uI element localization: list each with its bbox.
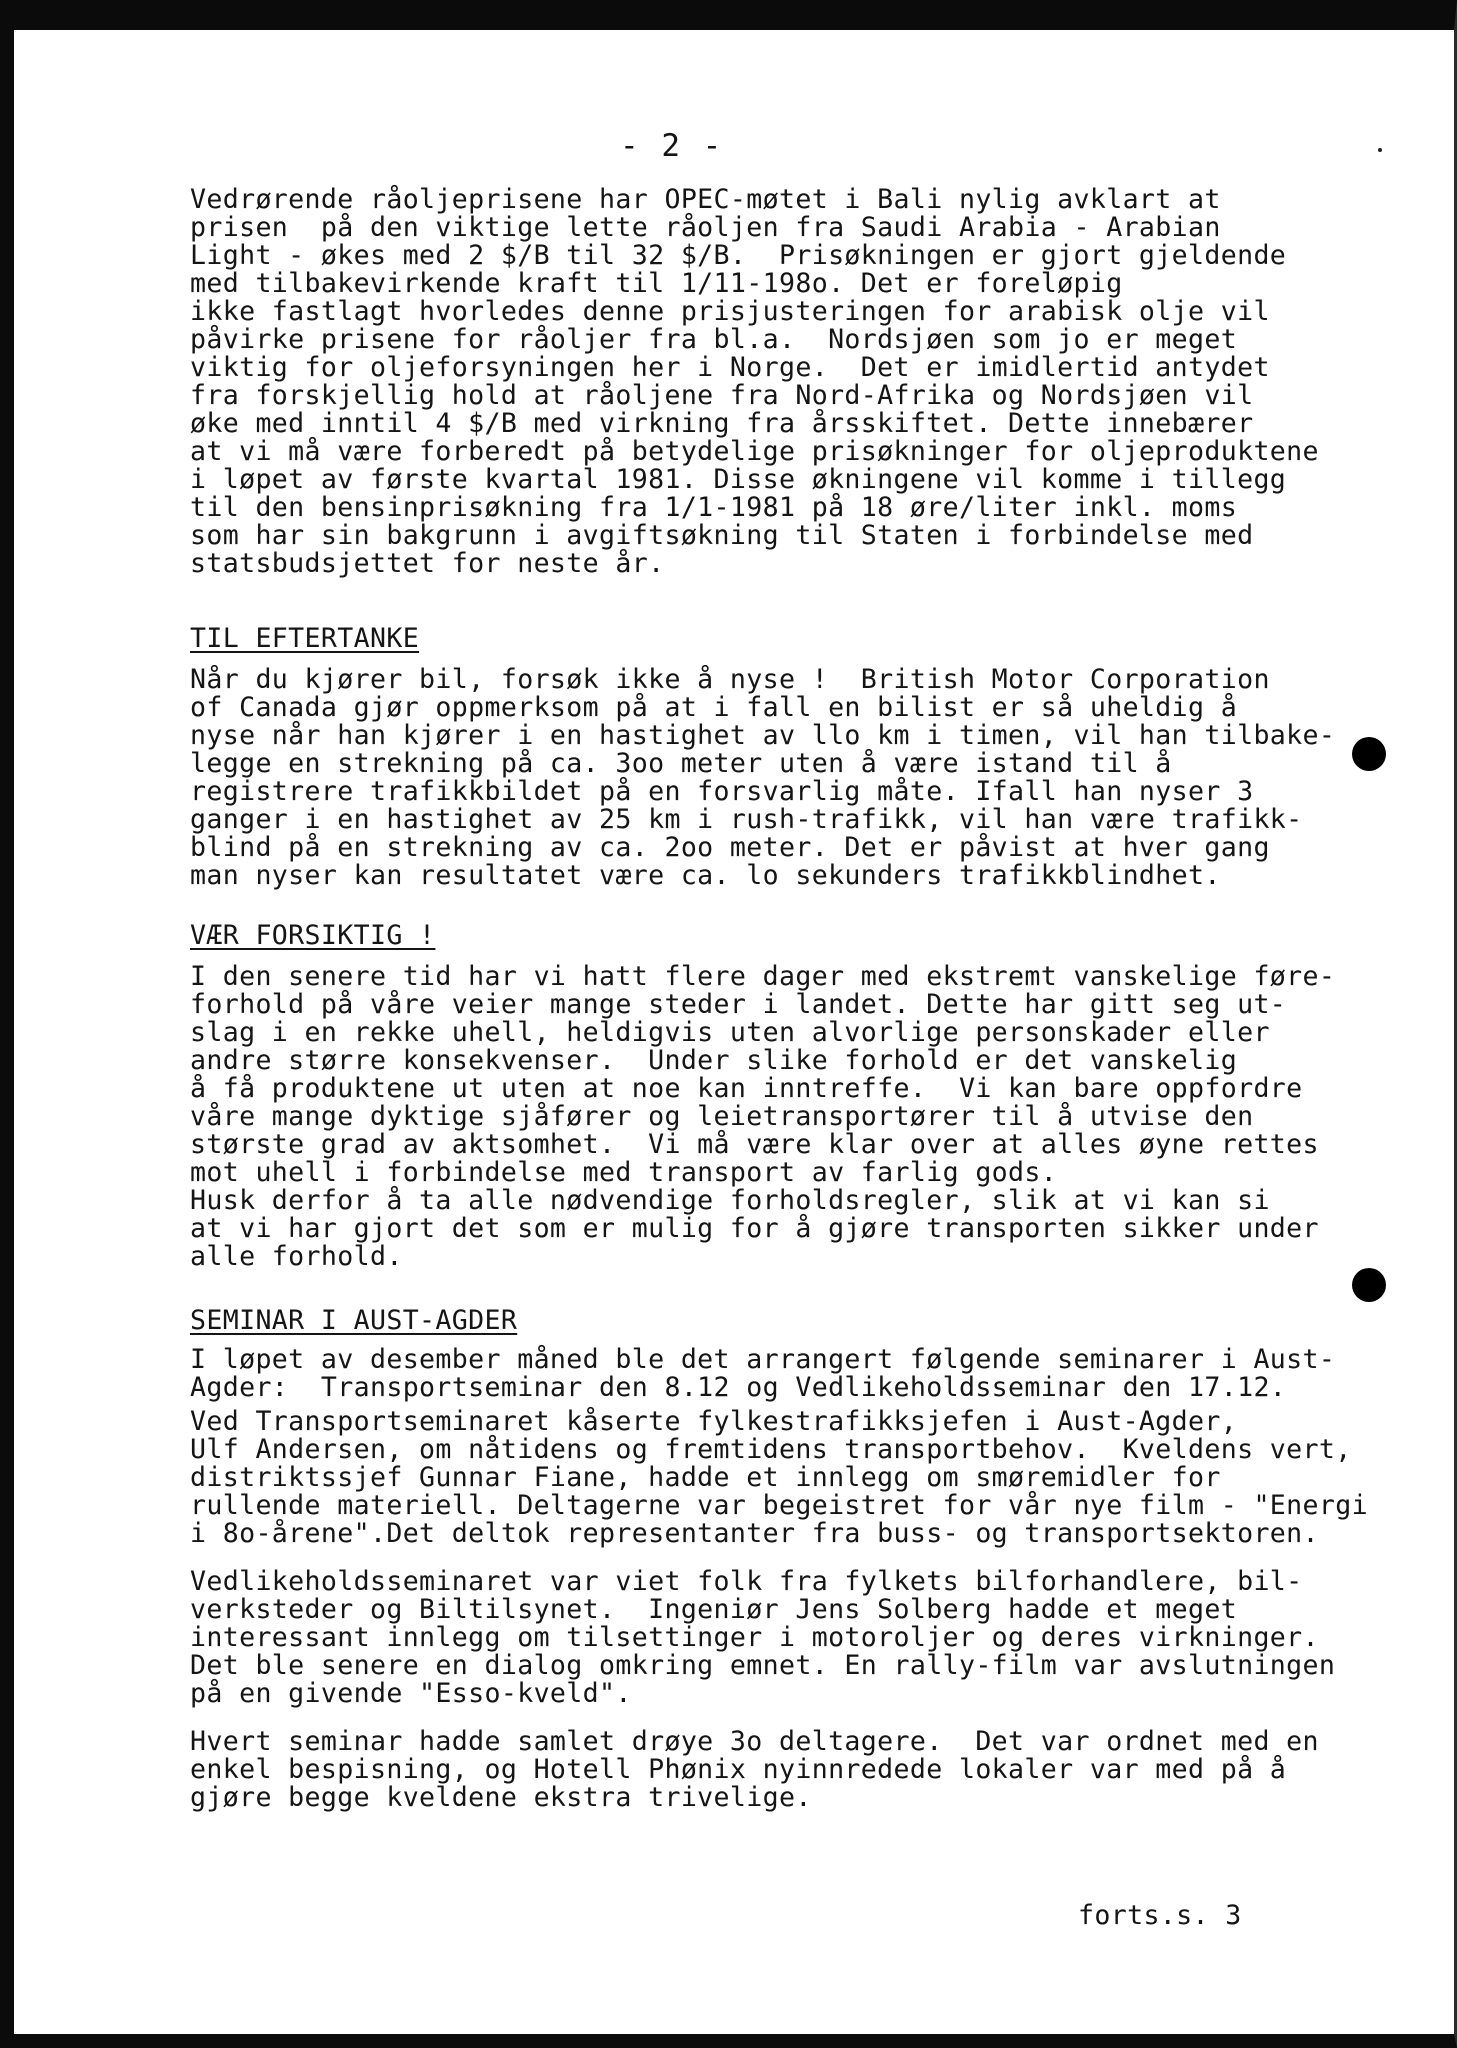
text-line: rullende materiell. Deltagerne var begeistret for vår nye film - "Energi (190, 1490, 1368, 1521)
text-line: Agder: Transportseminar den 8.12 og Vedlikeholdsseminar den 17.12. (190, 1372, 1287, 1403)
text-line: ikke fastlagt hvorledes denne prisjusteringen for arabisk olje vil (190, 296, 1270, 327)
text-line: statsbudsjettet for neste år. (190, 548, 665, 579)
text-line: man nyser kan resultatet være ca. lo sekunders trafikkblindhet. (190, 860, 1221, 891)
forsiktig-paragraph (190, 963, 1335, 1271)
text-line: med tilbakevirkende kraft til 1/11-198o. Det er foreløpig (190, 268, 1123, 299)
text-line: I løpet av desember måned ble det arrangert følgende seminarer i Aust- (190, 1344, 1336, 1375)
punch-hole-lower (1352, 1268, 1386, 1302)
text-line: påvirke prisene for råoljer fra bl.a. Nordsjøen som jo er meget (190, 324, 1238, 355)
continuation-note: forts.s. 3 (1078, 1900, 1242, 1931)
page-number: - 2 - (620, 128, 724, 164)
text-line: I den senere tid har vi hatt flere dager med ekstremt vanskelige føre- (190, 961, 1336, 992)
text-line: andre større konsekvenser. Under slike forhold er det vanskelig (190, 1045, 1238, 1076)
text-line: Vedrørende råoljeprisene har OPEC-møtet i Bali nylig avklart at (190, 184, 1221, 215)
text-line: Hvert seminar hadde samlet drøye 3o deltagere. Det var ordnet med en (190, 1726, 1319, 1757)
text-line: i løpet av første kvartal 1981. Disse økningene vil komme i tillegg (190, 464, 1287, 495)
text-line: registrere trafikkbildet på en forsvarlig måte. Ifall han nyser 3 (190, 776, 1254, 807)
text-line: viktig for oljeforsyningen her i Norge. Det er imidlertid antydet (190, 352, 1270, 383)
text-line: til den bensinprisøkning fra 1/1-1981 på 18 øre/liter inkl. moms (190, 492, 1238, 523)
text-line: største grad av aktsomhet. Vi må være klar over at alles øyne rettes (190, 1129, 1319, 1160)
text-line: Vedlikeholdsseminaret var viet folk fra fylkets bilforhandlere, bil- (190, 1566, 1303, 1597)
seminar-paragraph-1 (190, 1346, 1335, 1402)
text-line: som har sin bakgrunn i avgiftsøkning til Staten i forbindelse med (190, 520, 1254, 551)
text-line: legge en strekning på ca. 3oo meter uten å være istand til å (190, 748, 1172, 779)
text-line: å få produktene ut uten at noe kan inntreffe. Vi kan bare oppfordre (190, 1073, 1303, 1104)
seminar-paragraph-3 (190, 1568, 1335, 1708)
intro-paragraph (190, 186, 1319, 578)
text-line: Det ble senere en dialog omkring emnet. En rally-film var avslutningen (190, 1650, 1336, 1681)
text-line: verksteder og Biltilsynet. Ingeniør Jens Solberg hadde et meget (190, 1594, 1238, 1625)
text-line: enkel bespisning, og Hotell Phønix nyinnredede lokaler var med på å (190, 1754, 1287, 1785)
text-line: fra forskjellig hold at råoljene fra Nord-Afrika og Nordsjøen vil (190, 380, 1254, 411)
text-line: Ved Transportseminaret kåserte fylkestrafikksjefen i Aust-Agder, (190, 1406, 1238, 1437)
section-heading-eftertanke: TIL EFTERTANKE (190, 623, 420, 654)
seminar-paragraph-2 (190, 1408, 1368, 1548)
text-line: våre mange dyktige sjåfører og leietransportører til å utvise den (190, 1101, 1254, 1132)
text-line: distriktssjef Gunnar Fiane, hadde et innlegg om smøremidler for (190, 1462, 1221, 1493)
text-line: Når du kjører bil, forsøk ikke å nyse ! British Motor Corporation (190, 664, 1270, 695)
text-line: i 8o-årene".Det deltok representanter fra buss- og transportsektoren. (190, 1518, 1319, 1549)
seminar-paragraph-4 (190, 1728, 1319, 1812)
text-line: at vi må være forberedt på betydelige prisøkninger for oljeproduktene (190, 436, 1319, 467)
page-speck (1378, 148, 1382, 152)
text-line: Husk derfor å ta alle nødvendige forholdsregler, slik at vi kan si (190, 1185, 1270, 1216)
text-line: gjøre begge kveldene ekstra trivelige. (190, 1782, 812, 1813)
section-heading-seminar: SEMINAR I AUST-AGDER (190, 1305, 518, 1336)
text-line: prisen på den viktige lette råoljen fra Saudi Arabia - Arabian (190, 212, 1221, 243)
text-line: alle forhold. (190, 1241, 403, 1272)
section-heading-forsiktig: VÆR FORSIKTIG ! (190, 920, 436, 951)
text-line: nyse når han kjører i en hastighet av llo km i timen, vil han tilbake- (190, 720, 1336, 751)
text-line: ganger i en hastighet av 25 km i rush-trafikk, vil han være trafikk- (190, 804, 1303, 835)
text-line: blind på en strekning av ca. 2oo meter. Det er påvist at hver gang (190, 832, 1270, 863)
text-line: interessant innlegg om tilsettinger i motoroljer og deres virkninger. (190, 1622, 1319, 1653)
punch-hole-upper (1352, 737, 1386, 771)
text-line: mot uhell i forbindelse med transport av farlig gods. (190, 1157, 1058, 1188)
text-line: slag i en rekke uhell, heldigvis uten alvorlige personskader eller (190, 1017, 1270, 1048)
text-line: Light - økes med 2 $/B til 32 $/B. Prisøkningen er gjort gjeldende (190, 240, 1287, 271)
text-line: forhold på våre veier mange steder i landet. Dette har gitt seg ut- (190, 989, 1287, 1020)
text-line: øke med inntil 4 $/B med virkning fra årsskiftet. Dette innebærer (190, 408, 1254, 439)
eftertanke-paragraph (190, 666, 1335, 890)
text-line: på en givende "Esso-kveld". (190, 1678, 632, 1709)
text-line: of Canada gjør oppmerksom på at i fall en bilist er så uheldig å (190, 692, 1238, 723)
text-line: at vi har gjort det som er mulig for å gjøre transporten sikker under (190, 1213, 1319, 1244)
text-line: Ulf Andersen, om nåtidens og fremtidens transportbehov. Kveldens vert, (190, 1434, 1352, 1465)
